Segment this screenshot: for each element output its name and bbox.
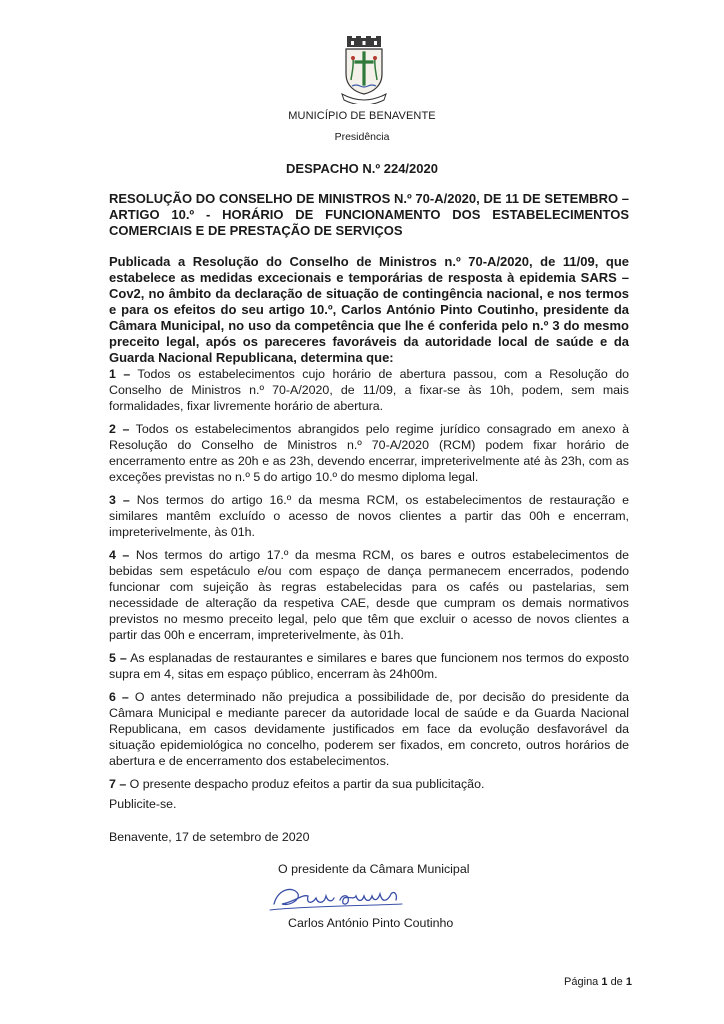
item-text: O presente despacho produz efeitos a partir da sua publicitação. [126, 777, 485, 791]
document-subject: RESOLUÇÃO DO CONSELHO DE MINISTROS N.º 70-A/2020, DE 11 DE SETEMBRO – ARTIGO 10.º - HORÁRIO DE FUNCIONAMENTO DOS ESTABELECIMENTOS COMERCIAIS E DE PRESTAÇÃO DE SERVIÇOS [109, 191, 629, 238]
document-preamble: Publicada a Resolução do Conselho de Ministros n.º 70-A/2020, de 11/09, que estabelece as medidas excecionais e temporárias de resposta à epidemia SARS – Cov2, no âmbito da declaração de situação de contingência nacional, e nos termos e para os efeitos do seu artigo 10.º, Carlos António Pinto Coutinho, presidente da Câmara Municipal, no uso da competência que lhe é conferida pelo n.º 3 do mesmo preceito legal, após os pareceres favoráveis da autoridade local de saúde e da Guarda Nacional Republicana, determina que: [109, 254, 629, 365]
item-number: 2 – [109, 422, 130, 436]
page-current: 1 [601, 976, 608, 988]
place-date: Benavente, 17 de setembro de 2020 [109, 830, 310, 844]
item-number: 4 – [109, 548, 130, 562]
list-item [109, 776, 629, 792]
item-text: Todos os estabelecimentos cujo horário de abertura passou, com a Resolução do Conselho de Ministros n.º 70-A/2020, de 11/09, a fixar-se às 10h, podem, sem mais formalidades, fixar livremente horário de abertura. [109, 367, 629, 413]
item-number: 5 – [109, 651, 127, 665]
coat-of-arms-icon [338, 36, 390, 104]
item-text: O antes determinado não prejudica a possibilidade de, por decisão do presidente da Câmara Municipal e mediante parecer da autoridade local de saúde e da Guarda Nacional Republicana, em casos devidamente justificados em face da evolução desfavorável da situação epidemiológica no concelho, poderem ser fixados, em concreto, outros horários de abertura e de encerramento dos estabelecimentos. [109, 690, 629, 768]
publish-notice: Publicite-se. [109, 797, 177, 811]
page-label: Página [564, 976, 599, 988]
list-item [109, 547, 629, 643]
item-number: 1 – [109, 367, 131, 381]
list-item [109, 492, 629, 540]
item-text: Nos termos do artigo 17.º da mesma RCM, os bares e outros estabelecimentos de bebidas sem espetáculo e/ou com espaço de dança permanecem encerrados, podendo funcionar com sujeição às regras estabelecidas para os cafés ou pastelarias, sem necessidade de alteração da respetiva CAE, desde que cumpram os demais normativos previstos no mesmo preceito legal, pelo que têm que excluir o acesso de novos clientes a partir das 00h e encerram, impreterivelmente, às 01h. [109, 548, 629, 642]
municipality-name: MUNICÍPIO DE BENAVENTE [288, 110, 436, 122]
determination-list [109, 366, 629, 799]
list-item [109, 421, 629, 485]
page-separator: de [610, 976, 623, 988]
item-text: As esplanadas de restaurantes e similares e bares que funcionem nos termos do exposto supra em 4, sitas em espaço público, encerram às 24h00m. [109, 651, 629, 681]
document-title: DESPACHO N.º 224/2020 [286, 161, 438, 176]
signer-name: Carlos António Pinto Coutinho [288, 916, 454, 930]
item-text: Todos os estabelecimentos abrangidos pelo regime jurídico consagrado em anexo à Resolução do Conselho de Ministros n.º 70-A/2020 (RCM) podem fixar horário de encerramento entre as 20h e as 23h, devendo encerrar, impreterivelmente até às 23h, com as exceções previstas no n.º 5 do artigo 10.º do mesmo diploma legal. [109, 422, 629, 484]
page-total: 1 [625, 976, 632, 988]
item-text: Nos termos do artigo 16.º da mesma RCM, os estabelecimentos de restauração e similares mantêm excluído o acesso de novos clientes a partir das 00h e encerram, impreterivelmente, às 01h. [109, 493, 629, 539]
page-indicator [564, 976, 632, 988]
handwritten-signature-icon [268, 880, 408, 914]
item-number: 3 – [109, 493, 130, 507]
signer-role: O presidente da Câmara Municipal [278, 862, 470, 876]
item-number: 7 – [109, 777, 127, 791]
list-item [109, 689, 629, 769]
list-item [109, 650, 629, 682]
department-name: Presidência [334, 131, 390, 143]
item-number: 6 – [109, 690, 129, 704]
list-item [109, 366, 629, 414]
